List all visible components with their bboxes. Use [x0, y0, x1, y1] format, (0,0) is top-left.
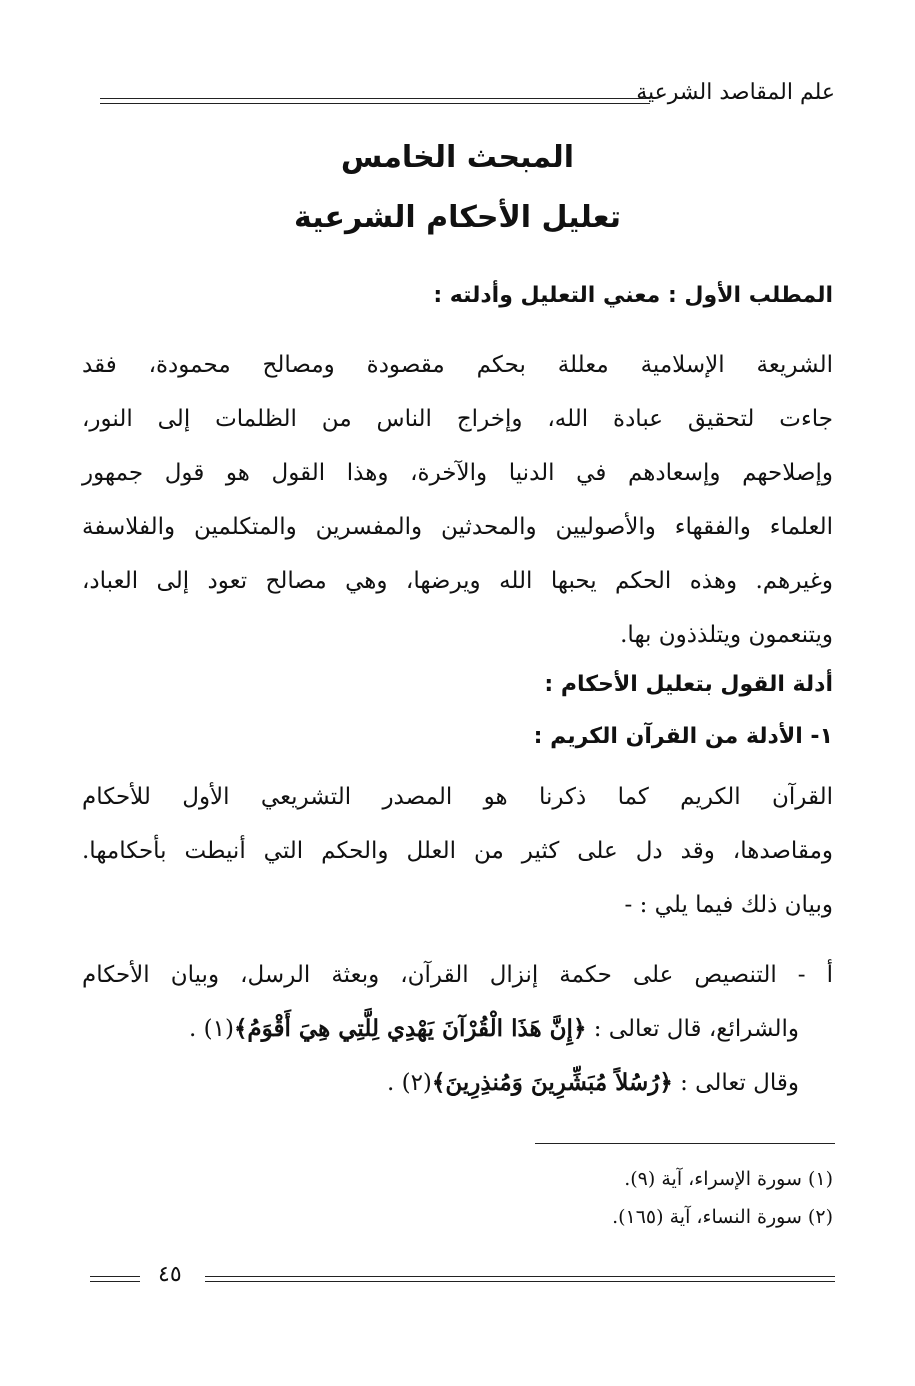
footnote: (١) سورة الإسراء، آية (٩).	[624, 1168, 833, 1190]
paragraph-line: ومقاصدها، وقد دل على كثير من العلل والحكم التي أنيطت بأحكامها.	[82, 838, 833, 864]
section-title: المبحث الخامس	[340, 140, 575, 175]
footnote-ref: (١) .	[188, 1016, 234, 1042]
paragraph-line: العلماء والفقهاء والأصوليين والمحدثين والمفسرين والمتكلمين والفلاسفة	[82, 514, 833, 540]
page-footer	[90, 1262, 835, 1298]
paragraph-line: وغيرهم. وهذه الحكم يحبها الله ويرضها، وهي مصالح تعود إلى العباد،	[82, 568, 833, 594]
header-rule	[100, 98, 650, 104]
footer-rule-short	[90, 1276, 140, 1282]
paragraph-line-with-verse	[82, 1056, 833, 1110]
paragraph-line: الشريعة الإسلامية معللة بحكم مقصودة ومصالح محمودة، فقد	[82, 352, 833, 378]
subsection-heading-quran: ١- الأدلة من القرآن الكريم :	[533, 724, 833, 749]
quran-verse: ﴿رُسُلاً مُبَشِّرِينَ وَمُنذِرِينَ﴾	[431, 1069, 673, 1096]
subsection-heading-meaning: المطلب الأول : معني التعليل وأدلته :	[433, 283, 833, 308]
paragraph-line: القرآن الكريم كما ذكرنا هو المصدر التشريعي الأول للأحكام	[82, 784, 833, 810]
footnote-separator	[535, 1143, 835, 1144]
subject-title: تعليل الأحكام الشرعية	[294, 200, 621, 235]
paragraph-point-a	[82, 948, 833, 1110]
paragraph-line: أ - التنصيص على حكمة إنزال القرآن، وبعثة الرسل، وبيان الأحكام	[82, 962, 833, 988]
paragraph-quran	[82, 770, 833, 932]
running-header	[100, 78, 835, 118]
verse-intro: وقال تعالى :	[672, 1070, 799, 1096]
page-number: ٤٥	[158, 1262, 182, 1287]
subsection-heading-evidence: أدلة القول بتعليل الأحكام :	[544, 672, 833, 697]
footnote-ref: (٢) .	[386, 1070, 432, 1096]
quran-verse: ﴿إِنَّ هَذَا الْقُرْآنَ يَهْدِي لِلَّتِي هِيَ أَقْوَمُ﴾	[233, 1015, 587, 1042]
paragraph-intro	[82, 338, 833, 662]
paragraph-line-with-verse	[82, 1002, 833, 1056]
paragraph-line: وبيان ذلك فيما يلي : -	[624, 892, 833, 918]
running-header-title: علم المقاصد الشرعية	[630, 80, 835, 105]
paragraph-line: ويتنعمون ويتلذذون بها.	[620, 622, 833, 648]
footer-rule	[205, 1276, 835, 1282]
paragraph-line: وإصلاحهم وإسعادهم في الدنيا والآخرة، وهذا القول هو قول جمهور	[82, 460, 833, 486]
footnote: (٢) سورة النساء، آية (١٦٥).	[612, 1206, 833, 1228]
paragraph-line: جاءت لتحقيق عبادة الله، وإخراج الناس من الظلمات إلى النور،	[82, 406, 833, 432]
verse-intro: والشرائع، قال تعالى :	[586, 1016, 799, 1042]
